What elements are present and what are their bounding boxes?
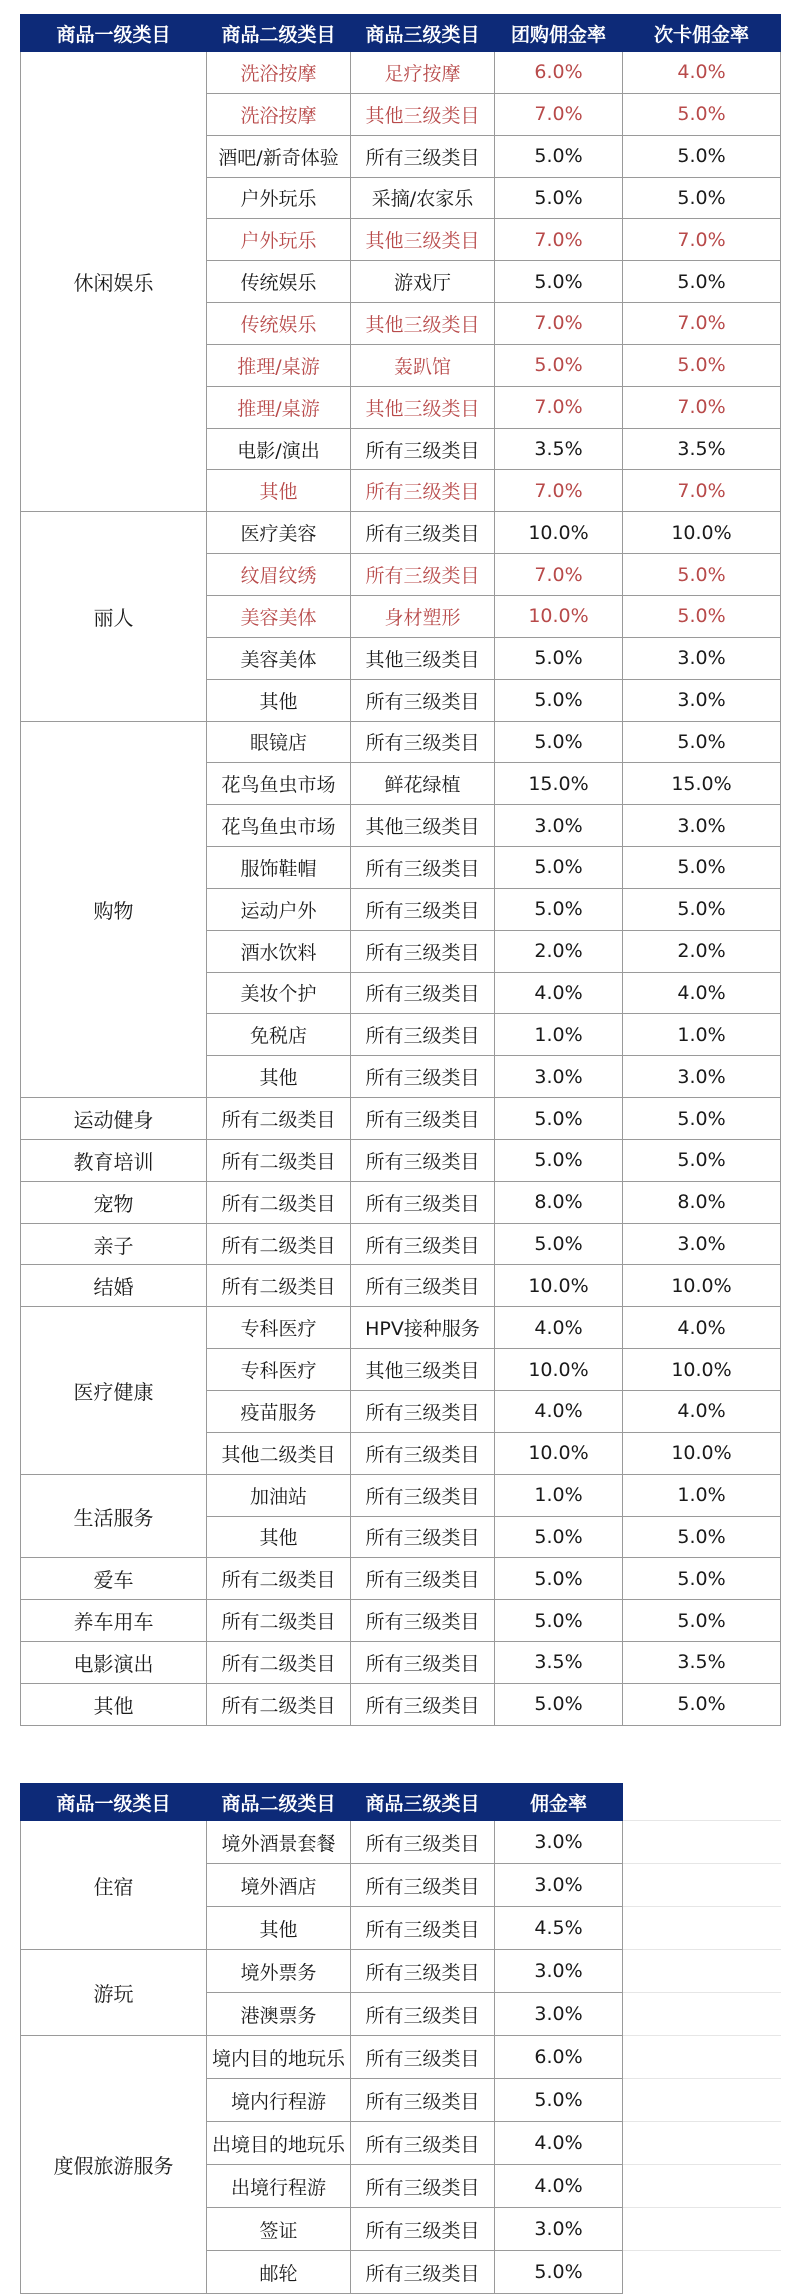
- group-rate-cell: 1.0%: [495, 1474, 623, 1516]
- group-rate-cell: 7.0%: [495, 93, 623, 135]
- group-rate-cell: 5.0%: [495, 1600, 623, 1642]
- category-l2-cell: 酒水饮料: [207, 930, 351, 972]
- category-l2-cell: 洗浴按摩: [207, 52, 351, 94]
- category-l2-cell: 所有二级类目: [207, 1098, 351, 1140]
- category-l3-cell: 其他三级类目: [351, 303, 495, 345]
- header-cell: 次卡佣金率: [623, 15, 781, 52]
- group-rate-cell: 4.0%: [495, 972, 623, 1014]
- category-l2-cell: 运动户外: [207, 888, 351, 930]
- category-l3-cell: 所有三级类目: [351, 1181, 495, 1223]
- category-l2-cell: 花鸟鱼虫市场: [207, 763, 351, 805]
- category-l3-cell: HPV接种服务: [351, 1307, 495, 1349]
- category-l2-cell: 所有二级类目: [207, 1600, 351, 1642]
- table-row: [21, 1139, 781, 1181]
- category-l3-cell: 所有三级类目: [351, 2165, 495, 2208]
- category-l2-cell: 医疗美容: [207, 512, 351, 554]
- card-rate-cell: 5.0%: [623, 261, 781, 303]
- table-row: [21, 721, 781, 763]
- table-row: [21, 1098, 781, 1140]
- group-rate-cell: 10.0%: [495, 1432, 623, 1474]
- category-l3-cell: 所有三级类目: [351, 1907, 495, 1950]
- group-rate-cell: 5.0%: [495, 721, 623, 763]
- header-row: [21, 15, 781, 52]
- header-cell: 团购佣金率: [495, 15, 623, 52]
- group-rate-cell: 7.0%: [495, 386, 623, 428]
- category-l3-cell: 所有三级类目: [351, 1139, 495, 1181]
- group-rate-cell: 5.0%: [495, 847, 623, 889]
- card-rate-cell: 5.0%: [623, 847, 781, 889]
- category-l2-cell: 电影/演出: [207, 428, 351, 470]
- category-l3-cell: 所有三级类目: [351, 972, 495, 1014]
- blank-cell: [623, 2208, 781, 2251]
- card-rate-cell: 7.0%: [623, 303, 781, 345]
- category-l2-cell: 其他二级类目: [207, 1432, 351, 1474]
- blank-cell: [623, 1993, 781, 2036]
- category-l2-cell: 服饰鞋帽: [207, 847, 351, 889]
- card-rate-cell: 5.0%: [623, 344, 781, 386]
- group-rate-cell: 5.0%: [495, 1139, 623, 1181]
- category-l3-cell: 游戏厅: [351, 261, 495, 303]
- category-l2-cell: 专科医疗: [207, 1307, 351, 1349]
- card-rate-cell: 10.0%: [623, 1265, 781, 1307]
- category-l1-cell: 购物: [21, 721, 207, 1098]
- category-l3-cell: 所有三级类目: [351, 679, 495, 721]
- category-l2-cell: 推理/桌游: [207, 344, 351, 386]
- blank-cell: [623, 2122, 781, 2165]
- group-rate-cell: 5.0%: [495, 261, 623, 303]
- table-row: [21, 1642, 781, 1684]
- table-row: [21, 1950, 781, 1993]
- commission-table-main: [20, 14, 781, 1726]
- group-rate-cell: 7.0%: [495, 554, 623, 596]
- category-l2-cell: 境内行程游: [207, 2079, 351, 2122]
- category-l2-cell: 所有二级类目: [207, 1265, 351, 1307]
- table-row: [21, 1223, 781, 1265]
- category-l3-cell: 所有三级类目: [351, 1683, 495, 1725]
- table-row: [21, 1683, 781, 1725]
- card-rate-cell: 2.0%: [623, 930, 781, 972]
- card-rate-cell: 1.0%: [623, 1014, 781, 1056]
- header-cell: 商品一级类目: [21, 15, 207, 52]
- category-l2-cell: 户外玩乐: [207, 177, 351, 219]
- header-cell: 商品一级类目: [21, 1784, 207, 1821]
- group-rate-cell: 15.0%: [495, 763, 623, 805]
- group-rate-cell: 5.0%: [495, 637, 623, 679]
- rate-cell: 3.0%: [495, 1993, 623, 2036]
- header-cell: 商品二级类目: [207, 15, 351, 52]
- category-l3-cell: 其他三级类目: [351, 386, 495, 428]
- category-l3-cell: 所有三级类目: [351, 847, 495, 889]
- category-l2-cell: 所有二级类目: [207, 1558, 351, 1600]
- category-l2-cell: 境外酒景套餐: [207, 1821, 351, 1864]
- category-l2-cell: 免税店: [207, 1014, 351, 1056]
- category-l3-cell: 其他三级类目: [351, 219, 495, 261]
- category-l1-cell: 住宿: [21, 1821, 207, 1950]
- card-rate-cell: 4.0%: [623, 1391, 781, 1433]
- card-rate-cell: 3.0%: [623, 805, 781, 847]
- category-l1-cell: 结婚: [21, 1265, 207, 1307]
- table-row: [21, 1558, 781, 1600]
- group-rate-cell: 10.0%: [495, 512, 623, 554]
- card-rate-cell: 10.0%: [623, 1432, 781, 1474]
- category-l2-cell: 疫苗服务: [207, 1391, 351, 1433]
- table-row: [21, 1307, 781, 1349]
- group-rate-cell: 5.0%: [495, 1223, 623, 1265]
- category-l1-cell: 电影演出: [21, 1642, 207, 1684]
- category-l1-cell: 其他: [21, 1683, 207, 1725]
- card-rate-cell: 5.0%: [623, 721, 781, 763]
- card-rate-cell: 5.0%: [623, 888, 781, 930]
- group-rate-cell: 5.0%: [495, 1558, 623, 1600]
- category-l3-cell: 足疗按摩: [351, 52, 495, 94]
- category-l2-cell: 邮轮: [207, 2251, 351, 2294]
- category-l3-cell: 所有三级类目: [351, 1391, 495, 1433]
- category-l2-cell: 加油站: [207, 1474, 351, 1516]
- card-rate-cell: 5.0%: [623, 1558, 781, 1600]
- group-rate-cell: 5.0%: [495, 679, 623, 721]
- category-l3-cell: 所有三级类目: [351, 930, 495, 972]
- card-rate-cell: 4.0%: [623, 1307, 781, 1349]
- table-row: [21, 2036, 781, 2079]
- card-rate-cell: 5.0%: [623, 1139, 781, 1181]
- category-l3-cell: 其他三级类目: [351, 805, 495, 847]
- category-l1-cell: 度假旅游服务: [21, 2036, 207, 2294]
- category-l2-cell: 其他: [207, 679, 351, 721]
- category-l3-cell: 所有三级类目: [351, 1223, 495, 1265]
- category-l2-cell: 户外玩乐: [207, 219, 351, 261]
- card-rate-cell: 5.0%: [623, 1098, 781, 1140]
- category-l2-cell: 美妆个护: [207, 972, 351, 1014]
- category-l2-cell: 其他: [207, 1907, 351, 1950]
- rate-cell: 5.0%: [495, 2251, 623, 2294]
- category-l2-cell: 所有二级类目: [207, 1223, 351, 1265]
- card-rate-cell: 5.0%: [623, 1683, 781, 1725]
- rate-cell: 3.0%: [495, 1821, 623, 1864]
- category-l3-cell: 所有三级类目: [351, 2079, 495, 2122]
- category-l3-cell: 所有三级类目: [351, 470, 495, 512]
- table-row: [21, 1821, 781, 1864]
- category-l3-cell: 所有三级类目: [351, 1993, 495, 2036]
- card-rate-cell: 1.0%: [623, 1474, 781, 1516]
- category-l2-cell: 酒吧/新奇体验: [207, 135, 351, 177]
- card-rate-cell: 4.0%: [623, 972, 781, 1014]
- group-rate-cell: 5.0%: [495, 888, 623, 930]
- category-l3-cell: 所有三级类目: [351, 1558, 495, 1600]
- category-l1-cell: 运动健身: [21, 1098, 207, 1140]
- category-l3-cell: 所有三级类目: [351, 1474, 495, 1516]
- group-rate-cell: 10.0%: [495, 595, 623, 637]
- card-rate-cell: 7.0%: [623, 219, 781, 261]
- rate-cell: 4.0%: [495, 2165, 623, 2208]
- card-rate-cell: 8.0%: [623, 1181, 781, 1223]
- header-row: [21, 1784, 781, 1821]
- category-l3-cell: 所有三级类目: [351, 512, 495, 554]
- rate-cell: 3.0%: [495, 1950, 623, 1993]
- category-l2-cell: 出境目的地玩乐: [207, 2122, 351, 2165]
- category-l3-cell: 所有三级类目: [351, 721, 495, 763]
- group-rate-cell: 3.5%: [495, 428, 623, 470]
- card-rate-cell: 5.0%: [623, 93, 781, 135]
- category-l2-cell: 洗浴按摩: [207, 93, 351, 135]
- category-l3-cell: 所有三级类目: [351, 1014, 495, 1056]
- card-rate-cell: 3.0%: [623, 1056, 781, 1098]
- card-rate-cell: 3.5%: [623, 1642, 781, 1684]
- table-row: [21, 512, 781, 554]
- group-rate-cell: 4.0%: [495, 1391, 623, 1433]
- blank-cell: [623, 2251, 781, 2294]
- category-l3-cell: 其他三级类目: [351, 1349, 495, 1391]
- group-rate-cell: 5.0%: [495, 344, 623, 386]
- rate-cell: 5.0%: [495, 2079, 623, 2122]
- group-rate-cell: 7.0%: [495, 303, 623, 345]
- category-l2-cell: 境外票务: [207, 1950, 351, 1993]
- card-rate-cell: 5.0%: [623, 554, 781, 596]
- category-l3-cell: 所有三级类目: [351, 2036, 495, 2079]
- card-rate-cell: 5.0%: [623, 135, 781, 177]
- category-l2-cell: 签证: [207, 2208, 351, 2251]
- category-l3-cell: 所有三级类目: [351, 2208, 495, 2251]
- category-l2-cell: 其他: [207, 1056, 351, 1098]
- category-l2-cell: 所有二级类目: [207, 1139, 351, 1181]
- group-rate-cell: 3.0%: [495, 805, 623, 847]
- category-l2-cell: 港澳票务: [207, 1993, 351, 2036]
- category-l3-cell: 所有三级类目: [351, 1864, 495, 1907]
- rate-cell: 4.5%: [495, 1907, 623, 1950]
- category-l2-cell: 所有二级类目: [207, 1683, 351, 1725]
- card-rate-cell: 3.0%: [623, 637, 781, 679]
- category-l2-cell: 美容美体: [207, 637, 351, 679]
- category-l2-cell: 传统娱乐: [207, 261, 351, 303]
- category-l1-cell: 养车用车: [21, 1600, 207, 1642]
- category-l2-cell: 花鸟鱼虫市场: [207, 805, 351, 847]
- group-rate-cell: 10.0%: [495, 1265, 623, 1307]
- category-l2-cell: 推理/桌游: [207, 386, 351, 428]
- category-l1-cell: 丽人: [21, 512, 207, 721]
- category-l2-cell: 境内目的地玩乐: [207, 2036, 351, 2079]
- category-l2-cell: 所有二级类目: [207, 1181, 351, 1223]
- commission-table-travel: [20, 1783, 781, 2294]
- group-rate-cell: 3.0%: [495, 1056, 623, 1098]
- rate-cell: 6.0%: [495, 2036, 623, 2079]
- group-rate-cell: 2.0%: [495, 930, 623, 972]
- card-rate-cell: 3.0%: [623, 679, 781, 721]
- header-cell: 商品三级类目: [351, 15, 495, 52]
- blank-cell: [623, 2079, 781, 2122]
- group-rate-cell: 6.0%: [495, 52, 623, 94]
- card-rate-cell: 10.0%: [623, 512, 781, 554]
- table-row: [21, 1265, 781, 1307]
- card-rate-cell: 5.0%: [623, 1516, 781, 1558]
- category-l2-cell: 其他: [207, 470, 351, 512]
- group-rate-cell: 7.0%: [495, 219, 623, 261]
- category-l3-cell: 身材塑形: [351, 595, 495, 637]
- category-l1-cell: 教育培训: [21, 1139, 207, 1181]
- card-rate-cell: 3.0%: [623, 1223, 781, 1265]
- blank-cell: [623, 2165, 781, 2208]
- card-rate-cell: 4.0%: [623, 52, 781, 94]
- rate-cell: 4.0%: [495, 2122, 623, 2165]
- header-cell: 佣金率: [495, 1784, 623, 1821]
- category-l3-cell: 所有三级类目: [351, 1821, 495, 1864]
- category-l2-cell: 眼镜店: [207, 721, 351, 763]
- category-l3-cell: 所有三级类目: [351, 2251, 495, 2294]
- table-row: [21, 52, 781, 94]
- category-l3-cell: 所有三级类目: [351, 1098, 495, 1140]
- category-l3-cell: 所有三级类目: [351, 428, 495, 470]
- category-l1-cell: 亲子: [21, 1223, 207, 1265]
- category-l3-cell: 所有三级类目: [351, 1432, 495, 1474]
- blank-cell: [623, 1784, 781, 1821]
- category-l3-cell: 采摘/农家乐: [351, 177, 495, 219]
- blank-cell: [623, 1907, 781, 1950]
- category-l2-cell: 传统娱乐: [207, 303, 351, 345]
- rate-cell: 3.0%: [495, 2208, 623, 2251]
- category-l3-cell: 所有三级类目: [351, 2122, 495, 2165]
- group-rate-cell: 10.0%: [495, 1349, 623, 1391]
- group-rate-cell: 7.0%: [495, 470, 623, 512]
- card-rate-cell: 15.0%: [623, 763, 781, 805]
- category-l3-cell: 所有三级类目: [351, 1642, 495, 1684]
- card-rate-cell: 7.0%: [623, 470, 781, 512]
- group-rate-cell: 5.0%: [495, 177, 623, 219]
- group-rate-cell: 1.0%: [495, 1014, 623, 1056]
- category-l2-cell: 其他: [207, 1516, 351, 1558]
- category-l1-cell: 生活服务: [21, 1474, 207, 1558]
- blank-cell: [623, 1821, 781, 1864]
- category-l2-cell: 境外酒店: [207, 1864, 351, 1907]
- group-rate-cell: 5.0%: [495, 1683, 623, 1725]
- header-cell: 商品三级类目: [351, 1784, 495, 1821]
- group-rate-cell: 8.0%: [495, 1181, 623, 1223]
- category-l3-cell: 其他三级类目: [351, 93, 495, 135]
- table-row: [21, 1181, 781, 1223]
- blank-cell: [623, 1950, 781, 1993]
- blank-cell: [623, 1864, 781, 1907]
- card-rate-cell: 7.0%: [623, 386, 781, 428]
- category-l3-cell: 所有三级类目: [351, 1600, 495, 1642]
- category-l3-cell: 鲜花绿植: [351, 763, 495, 805]
- category-l3-cell: 所有三级类目: [351, 1950, 495, 1993]
- category-l1-cell: 游玩: [21, 1950, 207, 2036]
- group-rate-cell: 4.0%: [495, 1307, 623, 1349]
- blank-cell: [623, 2036, 781, 2079]
- card-rate-cell: 5.0%: [623, 1600, 781, 1642]
- rate-cell: 3.0%: [495, 1864, 623, 1907]
- group-rate-cell: 5.0%: [495, 1516, 623, 1558]
- category-l1-cell: 爱车: [21, 1558, 207, 1600]
- category-l3-cell: 所有三级类目: [351, 888, 495, 930]
- group-rate-cell: 3.5%: [495, 1642, 623, 1684]
- category-l3-cell: 所有三级类目: [351, 135, 495, 177]
- category-l2-cell: 美容美体: [207, 595, 351, 637]
- category-l3-cell: 所有三级类目: [351, 554, 495, 596]
- category-l3-cell: 所有三级类目: [351, 1516, 495, 1558]
- category-l2-cell: 所有二级类目: [207, 1642, 351, 1684]
- category-l1-cell: 宠物: [21, 1181, 207, 1223]
- category-l1-cell: 医疗健康: [21, 1307, 207, 1474]
- category-l3-cell: 轰趴馆: [351, 344, 495, 386]
- category-l3-cell: 所有三级类目: [351, 1265, 495, 1307]
- group-rate-cell: 5.0%: [495, 135, 623, 177]
- table-row: [21, 1600, 781, 1642]
- category-l1-cell: 休闲娱乐: [21, 52, 207, 512]
- category-l2-cell: 纹眉纹绣: [207, 554, 351, 596]
- category-l3-cell: 其他三级类目: [351, 637, 495, 679]
- category-l2-cell: 专科医疗: [207, 1349, 351, 1391]
- table-row: [21, 1474, 781, 1516]
- card-rate-cell: 5.0%: [623, 595, 781, 637]
- category-l3-cell: 所有三级类目: [351, 1056, 495, 1098]
- group-rate-cell: 5.0%: [495, 1098, 623, 1140]
- header-cell: 商品二级类目: [207, 1784, 351, 1821]
- category-l2-cell: 出境行程游: [207, 2165, 351, 2208]
- card-rate-cell: 10.0%: [623, 1349, 781, 1391]
- card-rate-cell: 5.0%: [623, 177, 781, 219]
- card-rate-cell: 3.5%: [623, 428, 781, 470]
